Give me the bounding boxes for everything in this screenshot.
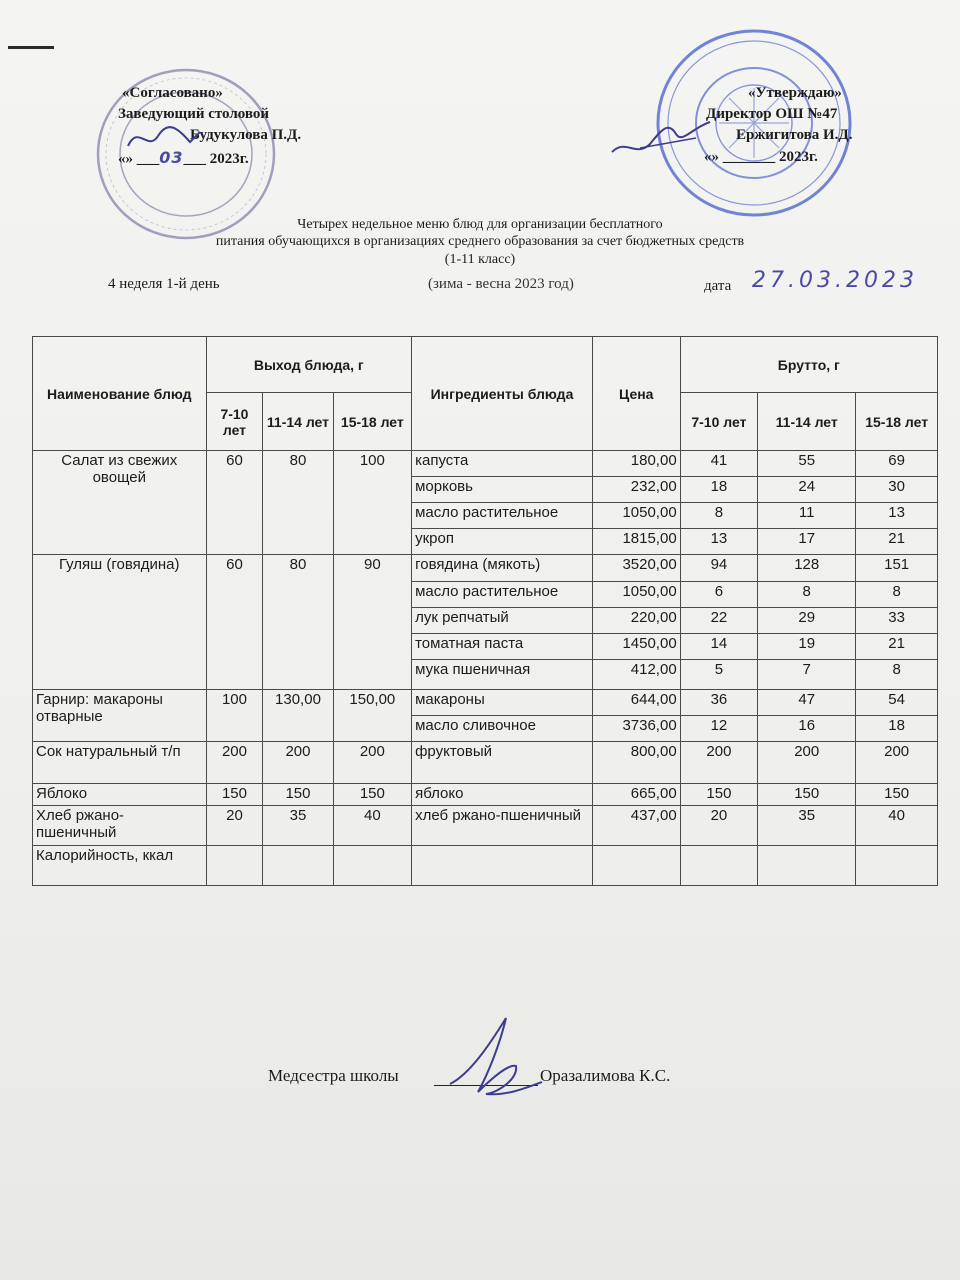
calories-cell xyxy=(856,846,938,886)
ingredient-name: капуста xyxy=(412,451,593,477)
ingredient-price: 1050,00 xyxy=(592,582,680,608)
ingredient-gross-15-18: 8 xyxy=(856,660,938,690)
ingredient-price: 1815,00 xyxy=(592,529,680,555)
ingredient-gross-15-18: 54 xyxy=(856,690,938,716)
ingredient-gross-11-14: 29 xyxy=(758,608,856,634)
ingredient-gross-7-10: 41 xyxy=(680,451,757,477)
ingredient-gross-11-14: 7 xyxy=(758,660,856,690)
ingredient-gross-7-10: 18 xyxy=(680,477,757,503)
ingredient-row xyxy=(33,690,938,716)
dish-name: Сок натуральный т/п xyxy=(33,742,207,784)
approval-right-year: 2023г. xyxy=(779,149,818,165)
calories-row xyxy=(33,846,938,886)
ingredient-row xyxy=(33,806,938,846)
ingredient-price: 1050,00 xyxy=(592,503,680,529)
calories-cell xyxy=(333,846,412,886)
ingredient-gross-15-18: 13 xyxy=(856,503,938,529)
approval-left-date: «» ___03___ 2023г. xyxy=(118,148,249,167)
header-ingredients: Ингредиенты блюда xyxy=(412,337,593,451)
week-day-label: 4 неделя 1-й день xyxy=(108,276,220,292)
dish-yield-7-10: 60 xyxy=(206,555,263,690)
dish-yield-11-14: 200 xyxy=(263,742,333,784)
nurse-label: Медсестра школы xyxy=(268,1066,399,1085)
ingredient-gross-7-10: 6 xyxy=(680,582,757,608)
ingredient-name: хлеб ржано-пшеничный xyxy=(412,806,593,846)
ingredient-name: морковь xyxy=(412,477,593,503)
ingredient-gross-11-14: 55 xyxy=(758,451,856,477)
header-gross-age-15-18: 15-18 лет xyxy=(856,393,938,451)
header-dish: Наименование блюд xyxy=(33,337,207,451)
ingredient-gross-7-10: 12 xyxy=(680,716,757,742)
dish-yield-15-18: 150,00 xyxy=(333,690,412,742)
ingredient-gross-11-14: 8 xyxy=(758,582,856,608)
dish-name: Хлеб ржано-пшеничный xyxy=(33,806,207,846)
calories-cell xyxy=(412,846,593,886)
approval-left-signature xyxy=(124,118,204,158)
header-yield-age-15-18: 15-18 лет xyxy=(333,393,412,451)
ingredient-name: говядина (мякоть) xyxy=(412,555,593,582)
ingredient-gross-15-18: 40 xyxy=(856,806,938,846)
dish-yield-7-10: 100 xyxy=(206,690,263,742)
ingredient-gross-15-18: 21 xyxy=(856,529,938,555)
approval-left-year: 2023г. xyxy=(209,151,249,167)
approval-left-heading: «Согласовано» xyxy=(122,85,223,101)
ingredient-gross-11-14: 200 xyxy=(758,742,856,784)
menu-table-body xyxy=(33,451,938,886)
header-gross-age-7-10: 7-10 лет xyxy=(680,393,757,451)
ingredient-row xyxy=(33,742,938,784)
ingredient-gross-15-18: 18 xyxy=(856,716,938,742)
approval-left-date-quote: « xyxy=(118,151,126,167)
approval-right-position: Директор ОШ №47 xyxy=(706,106,838,122)
ingredient-gross-15-18: 151 xyxy=(856,555,938,582)
calories-cell xyxy=(592,846,680,886)
ingredient-name: укроп xyxy=(412,529,593,555)
calories-label: Калорийность, ккал xyxy=(33,846,207,886)
dish-yield-7-10: 60 xyxy=(206,451,263,555)
ingredient-gross-7-10: 14 xyxy=(680,634,757,660)
header-yield-age-11-14: 11-14 лет xyxy=(263,393,333,451)
approval-right-date-quote: « xyxy=(704,149,712,165)
ingredient-gross-15-18: 200 xyxy=(856,742,938,784)
menu-title-line-2: питания обучающихся в организациях среднего образования за счет бюджетных средств xyxy=(215,234,745,249)
approval-left-month: 03 xyxy=(159,148,184,167)
corner-fold-mark xyxy=(8,46,54,49)
approval-left-position: Заведующий столовой xyxy=(118,106,270,122)
ingredient-gross-15-18: 150 xyxy=(856,784,938,806)
approval-right-signature xyxy=(606,108,716,164)
ingredient-gross-7-10: 13 xyxy=(680,529,757,555)
approval-right-name: Ержигитова И.Д. xyxy=(736,127,853,143)
dish-yield-11-14: 80 xyxy=(263,555,333,690)
dish-yield-15-18: 40 xyxy=(333,806,412,846)
ingredient-price: 180,00 xyxy=(592,451,680,477)
date-label: дата xyxy=(704,278,732,294)
ingredient-name: макароны xyxy=(412,690,593,716)
ingredient-name: масло растительное xyxy=(412,503,593,529)
approval-left-name: Будукулова П.Д. xyxy=(190,127,302,143)
ingredient-gross-11-14: 128 xyxy=(758,555,856,582)
dish-yield-15-18: 90 xyxy=(333,555,412,690)
calories-cell xyxy=(680,846,757,886)
ingredient-row xyxy=(33,784,938,806)
ingredient-gross-11-14: 24 xyxy=(758,477,856,503)
ingredient-gross-15-18: 8 xyxy=(856,582,938,608)
header-price: Цена xyxy=(592,337,680,451)
ingredient-price: 3520,00 xyxy=(592,555,680,582)
menu-title-line-3: (1-11 класс) xyxy=(444,252,516,267)
dish-yield-15-18: 100 xyxy=(333,451,412,555)
menu-table xyxy=(32,336,938,886)
ingredient-gross-15-18: 21 xyxy=(856,634,938,660)
date-handwritten-value: 27.03.2023 xyxy=(752,268,918,293)
ingredient-price: 665,00 xyxy=(592,784,680,806)
ingredient-price: 3736,00 xyxy=(592,716,680,742)
ingredient-gross-11-14: 35 xyxy=(758,806,856,846)
calories-cell xyxy=(758,846,856,886)
ingredient-gross-15-18: 69 xyxy=(856,451,938,477)
season-label: (зима - весна 2023 год) xyxy=(428,276,574,292)
dish-yield-15-18: 200 xyxy=(333,742,412,784)
ingredient-name: яблоко xyxy=(412,784,593,806)
ingredient-gross-7-10: 5 xyxy=(680,660,757,690)
ingredient-price: 1450,00 xyxy=(592,634,680,660)
dish-yield-7-10: 150 xyxy=(206,784,263,806)
dish-yield-7-10: 20 xyxy=(206,806,263,846)
ingredient-gross-11-14: 17 xyxy=(758,529,856,555)
ingredient-gross-7-10: 20 xyxy=(680,806,757,846)
ingredient-row xyxy=(33,451,938,477)
ingredient-gross-7-10: 150 xyxy=(680,784,757,806)
approval-right-date: «» _______ 2023г. xyxy=(704,149,818,165)
calories-cell xyxy=(206,846,263,886)
ingredient-gross-7-10: 36 xyxy=(680,690,757,716)
ingredient-price: 412,00 xyxy=(592,660,680,690)
ingredient-gross-11-14: 150 xyxy=(758,784,856,806)
ingredient-name: томатная паста xyxy=(412,634,593,660)
ingredient-gross-7-10: 200 xyxy=(680,742,757,784)
dish-yield-11-14: 150 xyxy=(263,784,333,806)
ingredient-name: мука пшеничная xyxy=(412,660,593,690)
header-yield: Выход блюда, г xyxy=(206,337,412,393)
ingredient-gross-15-18: 33 xyxy=(856,608,938,634)
ingredient-row xyxy=(33,555,938,582)
dish-yield-11-14: 35 xyxy=(263,806,333,846)
menu-title-line-1: Четырех недельное меню блюд для организации бесплатного xyxy=(297,217,663,232)
ingredient-gross-7-10: 94 xyxy=(680,555,757,582)
ingredient-gross-7-10: 8 xyxy=(680,503,757,529)
nurse-signature xyxy=(440,1004,550,1104)
header-yield-age-7-10: 7-10 лет xyxy=(206,393,263,451)
dish-name: Салат из свежих овощей xyxy=(33,451,207,555)
ingredient-price: 437,00 xyxy=(592,806,680,846)
nurse-name: Оразалимова К.С. xyxy=(540,1066,671,1085)
header-gross: Брутто, г xyxy=(680,337,937,393)
ingredient-gross-11-14: 16 xyxy=(758,716,856,742)
ingredient-price: 800,00 xyxy=(592,742,680,784)
approval-right-heading: «Утверждаю» xyxy=(748,85,842,101)
ingredient-price: 232,00 xyxy=(592,477,680,503)
ingredient-name: масло сливочное xyxy=(412,716,593,742)
ingredient-gross-7-10: 22 xyxy=(680,608,757,634)
ingredient-name: лук репчатый xyxy=(412,608,593,634)
ingredient-price: 220,00 xyxy=(592,608,680,634)
header-gross-age-11-14: 11-14 лет xyxy=(758,393,856,451)
ingredient-gross-11-14: 19 xyxy=(758,634,856,660)
ingredient-name: фруктовый xyxy=(412,742,593,784)
calories-cell xyxy=(263,846,333,886)
dish-name: Гуляш (говядина) xyxy=(33,555,207,690)
ingredient-price: 644,00 xyxy=(592,690,680,716)
ingredient-name: масло растительное xyxy=(412,582,593,608)
dish-yield-7-10: 200 xyxy=(206,742,263,784)
ingredient-gross-11-14: 47 xyxy=(758,690,856,716)
dish-name: Гарнир: макароны отварные xyxy=(33,690,207,742)
ingredient-gross-11-14: 11 xyxy=(758,503,856,529)
dish-yield-11-14: 130,00 xyxy=(263,690,333,742)
dish-name: Яблоко xyxy=(33,784,207,806)
dish-yield-11-14: 80 xyxy=(263,451,333,555)
ingredient-gross-15-18: 30 xyxy=(856,477,938,503)
dish-yield-15-18: 150 xyxy=(333,784,412,806)
